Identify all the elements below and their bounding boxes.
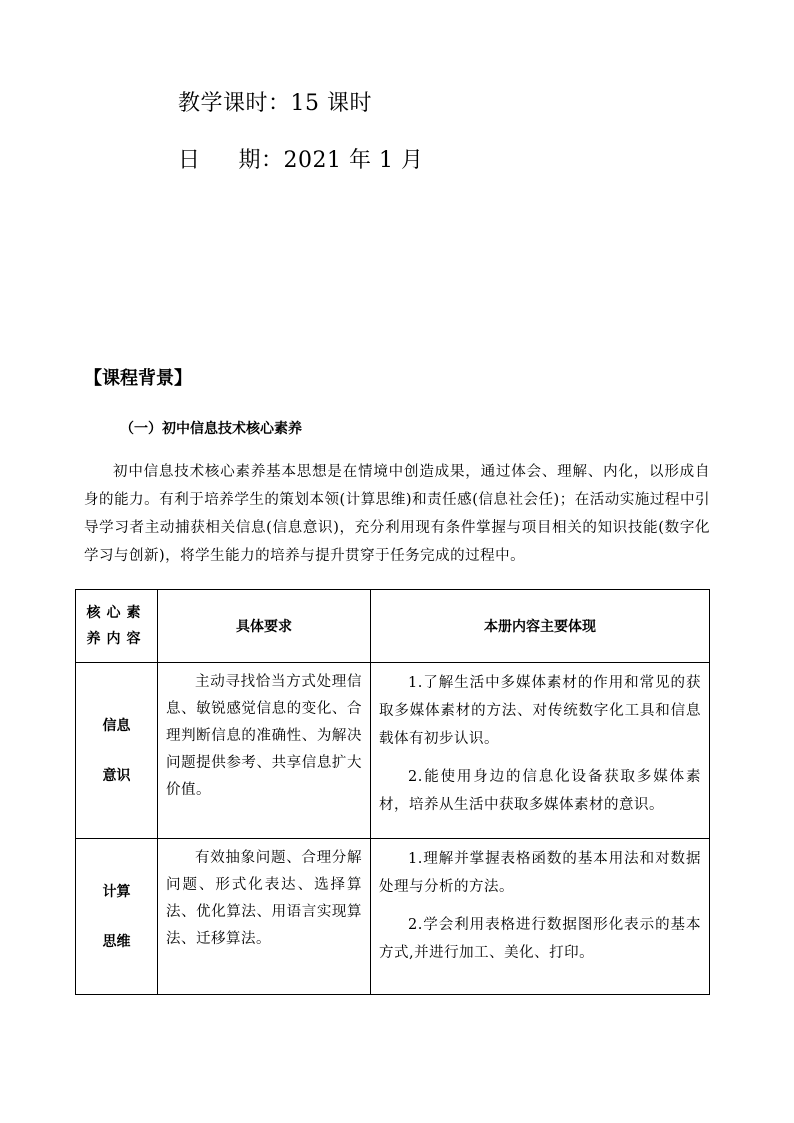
teaching-hours: 教学课时：15 课时 <box>178 91 372 116</box>
date-label-b: 期：2021 年 1 月 <box>238 148 424 173</box>
date-label-a: 日 <box>178 148 201 173</box>
row-name-line: 计算 <box>102 883 131 900</box>
row-name <box>76 839 158 995</box>
table-row <box>76 663 710 839</box>
embodiment-item: 2.能使用身边的信息化设备获取多媒体素材，培养从生活中获取多媒体素材的意识。 <box>379 769 701 813</box>
row-name <box>76 663 158 839</box>
table-header-row <box>76 590 710 663</box>
embodiment-item: 2.学会利用表格进行数据图形化表示的基本方式,并进行加工、美化、打印。 <box>379 917 701 961</box>
embodiment-item: 1.了解生活中多媒体素材的作用和常见的获取多媒体素材的方法、对传统数字化工具和信息载体有初步认识。 <box>379 675 701 747</box>
row-name-line: 思维 <box>102 933 131 950</box>
row-name-line: 意识 <box>102 767 131 784</box>
row-requirement: 主动寻找恰当方式处理信息、敏锐感觉信息的变化、合理判断信息的准确性、为解决问题提供参考、共享信息扩大价值。 <box>158 663 371 839</box>
subsection-heading: （一）初中信息技术核心素养 <box>120 421 302 437</box>
row-name-line: 信息 <box>102 717 131 734</box>
row-requirement: 有效抽象问题、合理分解问题、形式化表达、选择算法、优化算法、用语言实现算法、迁移算法。 <box>158 839 371 995</box>
table-row <box>76 839 710 995</box>
header-embodiment: 本册内容主要体现 <box>371 590 710 663</box>
header-requirement: 具体要求 <box>158 590 371 663</box>
embodiment-item: 1.理解并掌握表格函数的基本用法和对数据处理与分析的方法。 <box>379 851 701 895</box>
background-paragraph: 初中信息技术核心素养基本思想是在情境中创造成果，通过体会、理解、内化，以形成自身的能力。有利于培养学生的策划本领(计算思维)和责任感(信息社会任)；在活动实施过程中引导学习者主动捕获相关信息(信息意识)，充分利用现有条件掌握与项目相关的知识技能(数字化学习与创新)，将学生能力的培养与提升贯穿于任务完成的过程中。 <box>84 464 710 564</box>
date-line <box>178 143 423 174</box>
section-heading: 【课程背景】 <box>84 368 192 389</box>
header-core-literacy: 核心素养内容 <box>76 590 158 663</box>
row-embodiment <box>371 663 710 839</box>
core-literacy-table <box>75 589 710 995</box>
row-embodiment <box>371 839 710 995</box>
